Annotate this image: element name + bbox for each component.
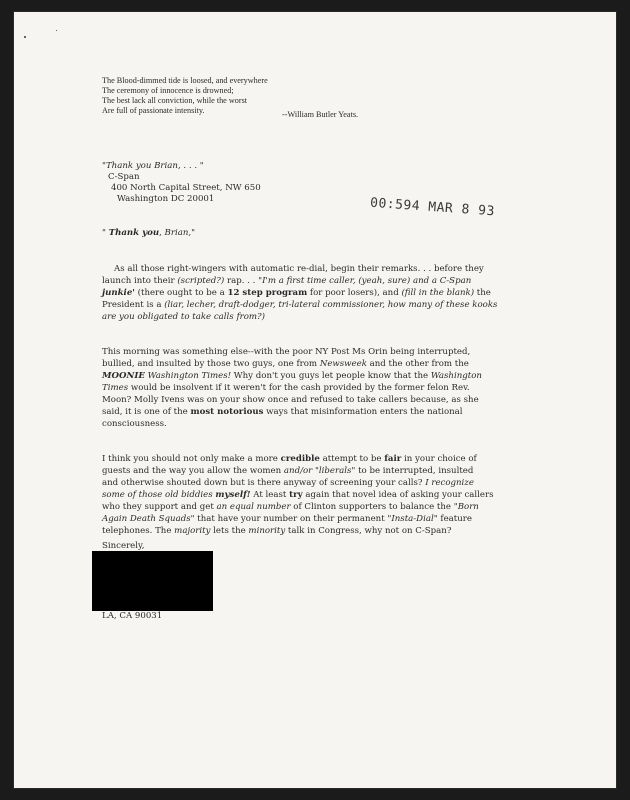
p3-text: and/or "liberals" [283,466,356,476]
p3-line [102,502,479,514]
p2-text: Newsweek [319,359,367,369]
p1-line [102,276,471,288]
greeting-bold: Thank you [108,228,160,238]
p2-line [102,359,469,371]
p1-text: for poor losers), and [307,288,402,298]
letter-page [14,12,616,788]
p3-text: I think you should not only make a more [102,454,281,464]
p1-text: (fill in the blank) [401,288,475,298]
p1-text: rap. . . [224,276,259,286]
p3-text: Again Death Squads" [102,514,195,524]
p2-text: MOONIE [102,371,145,381]
greeting-open: " [102,228,109,238]
p3-line [102,454,477,466]
p3-text: of Clinton supporters to balance the [290,502,454,512]
p1-text: (scripted?) [177,276,225,286]
p2-text: said, it is one of the [102,407,191,417]
p1-line: As all those right-wingers with automatic re-dial, begin their remarks. . . before they [114,264,484,274]
p1-text: the [474,288,491,298]
paper-speck [24,36,26,38]
p3-text: majority [174,526,211,536]
p1-text: launch into their [102,276,178,286]
p1-line: are you obligated to take calls from?) [102,312,266,322]
sender-location: LA, CA 90031 [102,611,163,621]
p3-text: attempt to be [319,454,385,464]
p3-text: guests and the way you allow the women [102,466,284,476]
p3-text: talk in Congress, why not on C-Span? [285,526,452,536]
p3-text: myself! [215,490,251,500]
p1-text: (there ought to be a [134,288,228,298]
p2-line [102,383,470,395]
p3-text: an equal number [216,502,291,512]
p3-line [102,478,474,490]
p2-text: would be insolvent if it weren't for the cash provided by the former felon Rev. [128,383,470,393]
p1-text: (liar, lecher, draft-dodger, tri-lateral commissioner, how many of these kooks [164,300,498,310]
p2-text: Why don't you guys let people know that the [231,371,431,381]
p1-line [102,300,497,312]
epigraph-line: The best lack all conviction, while the worst [102,96,248,105]
p1-text: 12 step program [227,288,308,298]
closing: Sincerely, [102,541,145,551]
p1-line [102,288,491,300]
paper-speck [56,30,57,31]
p3-text: At least [250,490,290,500]
p3-text: minority [248,526,286,536]
p3-text: lets the [210,526,249,536]
p3-line [102,526,451,538]
p1-text: junkie' [102,288,135,298]
p3-text: who they support and get [102,502,217,512]
p2-line [102,371,482,383]
p3-text: "Insta-Dial" [387,514,438,524]
p2-text: ways that misinformation enters the national [263,407,463,417]
p2-text: most notorious [190,407,264,417]
p2-line: This morning was something else--with the poor NY Post Ms Orin being interrupted, [102,347,471,357]
epigraph-attribution: --William Butler Yeats. [282,110,359,119]
greeting-rest: , Brian," [159,228,196,238]
p3-text: try [289,490,303,500]
p2-text: Washington [430,371,482,381]
p3-text: I recognize [425,478,474,488]
received-date-stamp: 00:594 MAR 8 93 [369,195,496,220]
p3-text: that have your number on their permanent [194,514,388,524]
epigraph-line: Are full of passionate intensity. [102,106,205,115]
p3-line [102,490,494,502]
redacted-signature-block [92,551,213,611]
address-quote: "Thank you Brian, . . . " [102,161,204,171]
p3-text: to be interrupted, insulted [355,466,474,476]
address-city: Washington DC 20001 [117,194,215,204]
p3-line [102,466,473,478]
p2-text: Times [102,383,129,393]
p3-text: fair [384,454,402,464]
p3-text: feature [437,514,472,524]
p2-line [102,407,463,419]
p3-text: and otherwise shouted down but is there anyway of screening your calls? [102,478,426,488]
p3-text: telephones. The [102,526,175,536]
p2-line: consciousness. [102,419,167,429]
p3-text: again that novel idea of asking your callers [302,490,494,500]
p2-text: and the other from the [366,359,469,369]
p3-line [102,514,472,526]
p2-text: bullied, and insulted by those two guys, one from [102,359,320,369]
p1-text: "I'm a first time caller, (yeah, sure) and a C-Span [258,276,472,286]
p1-text: President is a [102,300,165,310]
p3-text: some of those old biddies [102,490,216,500]
p2-text: Washington Times! [144,371,232,381]
address-org: C-Span [108,172,140,182]
p3-text: "Born [453,502,479,512]
address-street: 400 North Capital Street, NW 650 [111,183,261,193]
p2-line: Moon? Molly Ivens was on your show once and refused to take callers because, as she [102,395,479,405]
p3-text: in your choice of [401,454,477,464]
epigraph-line: The Blood-dimmed tide is loosed, and everywhere [102,76,268,85]
epigraph-line: The ceremony of innocence is drowned; [102,86,234,95]
p3-text: credible [280,454,320,464]
greeting [102,228,195,240]
